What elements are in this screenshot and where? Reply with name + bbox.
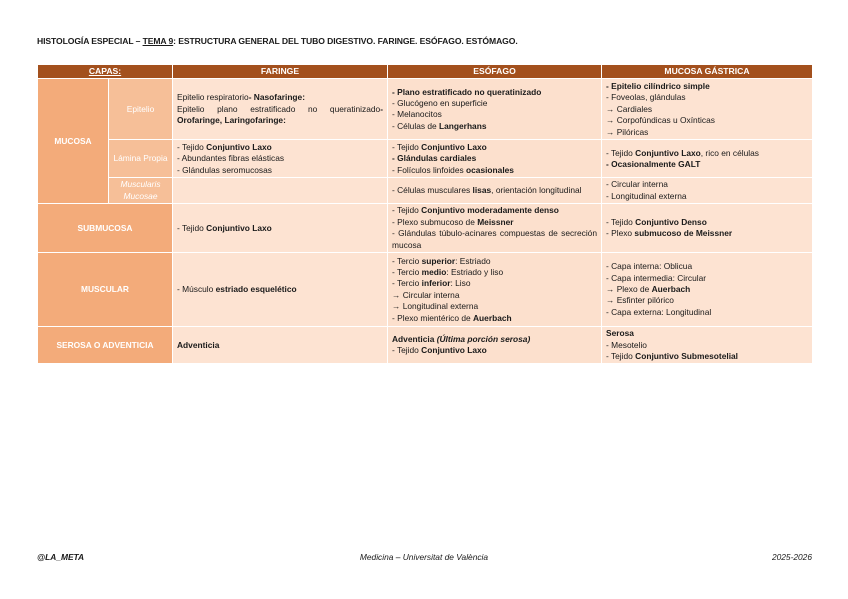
- row-submucosa: [38, 204, 813, 253]
- cell-epitelio-faringe: [173, 79, 388, 140]
- title-tema: TEMA 9: [142, 36, 174, 46]
- cell-line: - Capa externa: Longitudinal: [606, 306, 712, 317]
- cell-line: - Plexo mientérico de Auerbach: [392, 312, 512, 323]
- cell-line: - Tejido Conjuntivo Laxo: [177, 141, 272, 152]
- cell-line: - Células musculares lisas, orientación longitudinal: [392, 185, 582, 196]
- footer-institution: Medicina – Universitat de València: [359, 552, 489, 562]
- cell-line: - Glándulas seromucosas: [177, 164, 272, 175]
- layer-serosa: SEROSA O ADVENTICIA: [38, 327, 173, 364]
- cell-line: Adventicia (Última porción serosa): [392, 333, 531, 344]
- cell-line: - Tejido Conjuntivo Laxo: [392, 345, 487, 356]
- cell-line: - Tercio inferior: Liso: [392, 278, 471, 289]
- row-serosa: [38, 327, 813, 364]
- cell-line: - Longitudinal externa: [606, 190, 687, 201]
- sublayer-muscularis-mucosae: Muscularis Mucosae: [109, 178, 173, 204]
- cell-line: → Pilóricas: [606, 126, 649, 137]
- cell-serosa-esofago: [388, 327, 602, 364]
- header-faringe: FARINGE: [173, 65, 388, 79]
- cell-lamina-faringe: [173, 140, 388, 178]
- header-esofago: ESÓFAGO: [388, 65, 602, 79]
- cell-line: → Longitudinal externa: [392, 301, 479, 312]
- row-muscularis-mucosae: [38, 178, 813, 204]
- cell-line: - Glándulas cardiales: [392, 153, 477, 164]
- cell-line: - Circular interna: [606, 179, 668, 190]
- cell-line: - Epitelio cilíndrico simple: [606, 80, 710, 91]
- cell-line: - Tejido Conjuntivo Laxo: [177, 222, 272, 233]
- row-muscular: [38, 253, 813, 327]
- cell-line: - Ocasionalmente GALT: [606, 158, 701, 169]
- cell-muscularis-faringe: [173, 178, 388, 204]
- sublayer-lamina-propia: Lámina Propia: [109, 140, 173, 178]
- cell-line: Adventicia: [177, 339, 220, 350]
- cell-line: - Tejido Conjuntivo Submesotelial: [606, 351, 739, 362]
- cell-line: - Melanocitos: [392, 109, 442, 120]
- histology-table: [37, 64, 813, 364]
- cell-submucosa-esofago: [388, 204, 602, 253]
- cell-line: - Capa intermedia: Circular: [606, 272, 707, 283]
- cell-line: - Plexo submucoso de Meissner: [392, 216, 514, 227]
- layer-muscular: MUSCULAR: [38, 253, 173, 327]
- header-row: [38, 65, 813, 79]
- cell-line: - Plexo submucoso de Meissner: [606, 228, 733, 239]
- cell-line: - Tejido Conjuntivo Laxo: [392, 141, 487, 152]
- cell-line: → Corpofúndicas u Oxínticas: [606, 115, 715, 126]
- sublayer-epitelio: Epitelio: [109, 79, 173, 140]
- cell-muscular-esofago: [388, 253, 602, 327]
- cell-line: - Tejido Conjuntivo moderadamente denso: [392, 205, 559, 216]
- title-prefix: HISTOLOGÍA ESPECIAL –: [37, 36, 143, 46]
- cell-lamina-esofago: [388, 140, 602, 178]
- layer-mucosa: MUCOSA: [38, 79, 109, 204]
- cell-line: → Esfinter pilórico: [606, 295, 674, 306]
- cell-muscular-gastrica: [602, 253, 813, 327]
- cell-lamina-gastrica: [602, 140, 813, 178]
- cell-line: - Tercio medio: Estriado y liso: [392, 266, 504, 277]
- cell-epitelio-esofago: [388, 79, 602, 140]
- cell-line: - Células de Langerhans: [392, 120, 487, 131]
- cell-line: → Cardiales: [606, 103, 653, 114]
- cell-line: - Mesotelio: [606, 339, 647, 350]
- cell-line: - Capa interna: Oblicua: [606, 261, 693, 272]
- cell-serosa-gastrica: [602, 327, 813, 364]
- title-rest: : ESTRUCTURA GENERAL DEL TUBO DIGESTIVO. FARINGE. ESÓFAGO. ESTÓMAGO.: [173, 36, 518, 46]
- cell-line: - Glándulas túbulo-acinares compuestas de secreción mucosa: [392, 228, 597, 250]
- cell-line: - Foveolas, glándulas: [606, 92, 686, 103]
- cell-muscular-faringe: [173, 253, 388, 327]
- cell-submucosa-gastrica: [602, 204, 813, 253]
- header-capas: CAPAS:: [38, 65, 173, 79]
- cell-epitelio-gastrica: [602, 79, 813, 140]
- cell-muscularis-gastrica: [602, 178, 813, 204]
- cell-submucosa-faringe: [173, 204, 388, 253]
- footer-year: 2025-2026: [771, 552, 812, 562]
- cell-serosa-faringe: [173, 327, 388, 364]
- layer-submucosa: SUBMUCOSA: [38, 204, 173, 253]
- cell-line: Epitelio respiratorio- Nasofaringe:: [177, 92, 305, 103]
- footer-author: @LA_META: [37, 552, 85, 562]
- cell-line: - Abundantes fibras elásticas: [177, 153, 285, 164]
- cell-line: - Plano estratificado no queratinizado: [392, 86, 542, 97]
- cell-line: - Tercio superior: Estriado: [392, 255, 491, 266]
- cell-line: - Glucógeno en superficie: [392, 98, 488, 108]
- cell-line: - Tejido Conjuntivo Laxo, rico en células: [606, 147, 759, 158]
- row-lamina-propia: [38, 140, 813, 178]
- cell-muscularis-esofago: [388, 178, 602, 204]
- cell-line: → Plexo de Auerbach: [606, 284, 691, 295]
- cell-line: → Circular interna: [392, 289, 460, 300]
- cell-line: Serosa: [606, 328, 634, 339]
- cell-line: - Músculo estriado esquelético: [177, 284, 297, 295]
- cell-line: - Folículos linfoides ocasionales: [392, 164, 514, 175]
- row-epitelio: [38, 79, 813, 140]
- header-mucosa-gastrica: MUCOSA GÁSTRICA: [602, 65, 813, 79]
- cell-line: - Tejido Conjuntivo Denso: [606, 216, 707, 227]
- document-title: [37, 36, 518, 46]
- cell-line: Epitelio plano estratificado no queratinizado- Orofaringe, Laringofaringe:: [177, 103, 383, 126]
